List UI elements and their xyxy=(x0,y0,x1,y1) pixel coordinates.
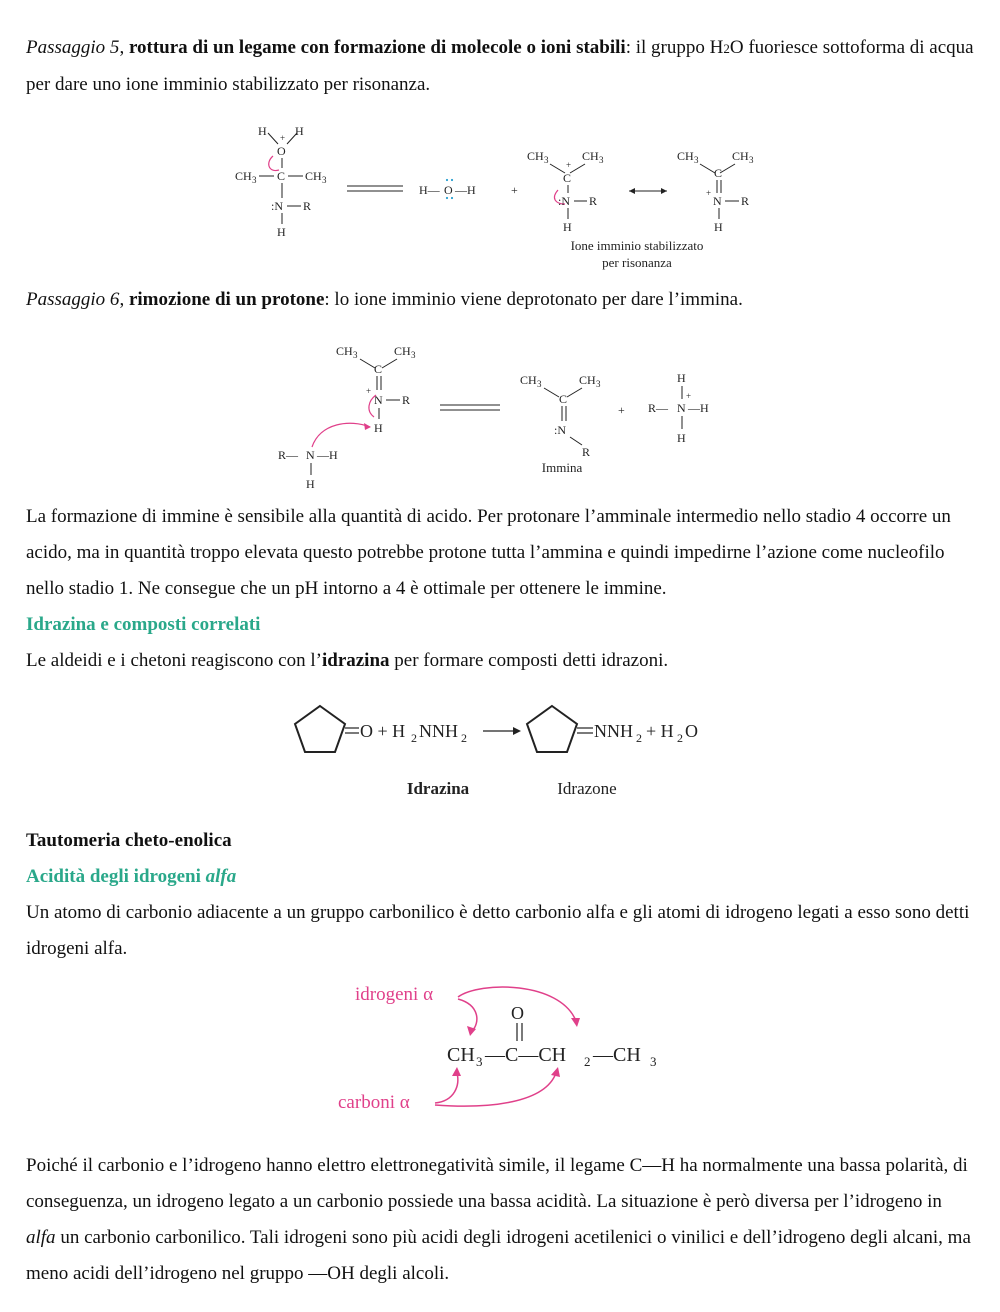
svg-text:H: H xyxy=(677,431,686,445)
svg-text:H: H xyxy=(277,225,286,239)
svg-text:—H: —H xyxy=(455,183,476,197)
step5-text-a: : il gruppo H xyxy=(625,37,724,58)
svg-text:CH: CH xyxy=(677,149,694,163)
svg-text:+: + xyxy=(366,386,372,396)
step5-label: Passaggio 5 xyxy=(26,37,120,58)
svg-text:+: + xyxy=(686,391,692,401)
svg-text:3: 3 xyxy=(544,155,549,165)
svg-text:NNH: NNH xyxy=(419,721,458,741)
svg-text:O: O xyxy=(444,183,453,197)
svg-text:+: + xyxy=(618,403,625,417)
step5-title: rottura di un legame con formazione di molecole o ioni stabili xyxy=(128,37,626,58)
svg-text:+: + xyxy=(566,160,572,170)
svg-text:—C—CH: —C—CH xyxy=(485,1044,567,1066)
svg-text::N: :N xyxy=(558,194,570,208)
svg-text:CH: CH xyxy=(235,169,252,183)
heading-idrazina: Idrazina e composti correlati xyxy=(26,614,261,635)
svg-text:O + H: O + H xyxy=(360,721,406,741)
svg-text:2: 2 xyxy=(411,731,417,745)
hydrazone-reaction-figure xyxy=(285,700,725,805)
step6-text: : lo ione imminio viene deprotonato per dare l’immina. xyxy=(324,289,743,310)
alpha-paragraph: Un atomo di carbonio adiacente a un gruppo carbonilico è detto carbonio alfa e gli atomi di idrogeno legati a esso sono detti idrogeni alfa. xyxy=(26,902,970,959)
svg-text:H: H xyxy=(563,220,572,234)
final-paragraph xyxy=(26,1148,976,1292)
svg-text:R: R xyxy=(582,445,591,459)
svg-text:3: 3 xyxy=(411,350,416,360)
svg-text:H: H xyxy=(306,477,315,491)
step6-label: Passaggio 6 xyxy=(26,289,120,310)
svg-text:R: R xyxy=(741,194,750,208)
idrazina-paragraph xyxy=(26,643,976,679)
svg-text:CH: CH xyxy=(520,373,537,387)
acidita-text: Acidità degli idrogeni xyxy=(26,866,206,887)
svg-text:H: H xyxy=(677,371,686,385)
svg-text:2: 2 xyxy=(636,731,642,745)
svg-text:R—: R— xyxy=(648,401,669,415)
fig3-label-idrazina: Idrazina xyxy=(406,779,470,798)
svg-text:R: R xyxy=(589,194,598,208)
svg-text:3: 3 xyxy=(650,1054,657,1069)
svg-text:—H: —H xyxy=(688,401,709,415)
svg-text:3: 3 xyxy=(322,175,327,185)
svg-text:CH: CH xyxy=(527,149,544,163)
svg-text:CH: CH xyxy=(394,344,411,358)
svg-text:3: 3 xyxy=(749,155,754,165)
svg-text:H: H xyxy=(374,421,383,435)
svg-text:C: C xyxy=(714,166,723,180)
svg-text:R: R xyxy=(303,199,312,213)
step5-sub: 2 xyxy=(723,41,730,56)
idrazina-bold: idrazina xyxy=(321,650,390,671)
heading-acidita-alfa xyxy=(26,859,976,895)
step5-paragraph xyxy=(26,30,976,103)
svg-text:+ H: + H xyxy=(646,721,674,741)
svg-text:3: 3 xyxy=(353,350,358,360)
fig1-caption-line1: Ione imminio stabilizzato xyxy=(570,238,704,253)
heading-tautomeria: Tautomeria cheto-enolica xyxy=(26,830,232,851)
final-text-b: un carbonio carbonilico. Tali idrogeni sono più acidi degli idrogeni acetilenici o vinilici e dell’idrogeno degli alcani, ma meno acidi dell’idrogeno nel gruppo —OH degli alcoli. xyxy=(26,1227,971,1284)
svg-text:3: 3 xyxy=(694,155,699,165)
svg-text:O: O xyxy=(277,144,286,158)
svg-text:CH: CH xyxy=(732,149,749,163)
svg-text:+: + xyxy=(280,133,286,143)
svg-text:2: 2 xyxy=(677,731,683,745)
svg-text:H: H xyxy=(295,124,304,138)
svg-text:C: C xyxy=(277,169,286,183)
alpha-hydrogens-figure xyxy=(330,975,680,1120)
svg-text:3: 3 xyxy=(476,1054,483,1069)
step5-sep: , xyxy=(119,37,129,58)
svg-text:C: C xyxy=(563,171,572,185)
svg-text:3: 3 xyxy=(596,379,601,389)
step6-title: rimozione di un protone xyxy=(128,289,325,310)
fig2-caption: Immina xyxy=(541,460,583,475)
svg-text:N: N xyxy=(713,194,722,208)
svg-text:2: 2 xyxy=(584,1054,591,1069)
svg-text:N: N xyxy=(306,448,315,462)
step6-sep: , xyxy=(119,289,129,310)
svg-text:—H: —H xyxy=(317,448,338,462)
fig3-label-idrazone: Idrazone xyxy=(557,779,617,798)
step6-paragraph xyxy=(26,282,976,318)
svg-text:H: H xyxy=(714,220,723,234)
step5-mechanism-figure xyxy=(225,118,785,278)
svg-text:CH: CH xyxy=(579,373,596,387)
step6-mechanism-figure xyxy=(270,335,740,495)
svg-text:H—: H— xyxy=(419,183,440,197)
svg-text:CH: CH xyxy=(447,1044,475,1066)
fig1-caption-line2: per risonanza xyxy=(602,255,672,270)
svg-text:H: H xyxy=(258,124,267,138)
idrazina-text-b: per formare composti detti idrazoni. xyxy=(389,650,669,671)
fig4-label-idrogeni: idrogeni α xyxy=(355,984,434,1005)
svg-text:R: R xyxy=(402,393,411,407)
svg-text:N: N xyxy=(374,393,383,407)
idrazina-text-a: Le aldeidi e i chetoni reagiscono con l’ xyxy=(26,650,322,671)
svg-text:3: 3 xyxy=(599,155,604,165)
svg-text:C: C xyxy=(559,392,568,406)
svg-text:N: N xyxy=(677,401,686,415)
svg-text:+: + xyxy=(706,188,712,198)
svg-text:3: 3 xyxy=(537,379,542,389)
acidita-em: alfa xyxy=(205,866,237,887)
fig4-label-carboni: carboni α xyxy=(338,1092,410,1113)
svg-text:R—: R— xyxy=(278,448,299,462)
svg-text:C: C xyxy=(374,362,383,376)
svg-text:—CH: —CH xyxy=(593,1044,641,1066)
svg-text:O: O xyxy=(685,721,698,741)
svg-text::N: :N xyxy=(271,199,283,213)
final-em: alfa xyxy=(26,1227,56,1248)
svg-text:CH: CH xyxy=(336,344,353,358)
svg-text:+: + xyxy=(511,183,518,197)
svg-text:O: O xyxy=(511,1003,524,1023)
acid-paragraph: La formazione di immine è sensibile alla quantità di acido. Per protonare l’amminale intermedio nello stadio 4 occorre un acido, ma in quantità troppo elevata questo potrebbe protone tutta l’ammina e quindi impedirne l’azione come nucleofilo nello stadio 1. Ne consegue che un pH intorno a 4 è ottimale per ottenere le immine. xyxy=(26,506,951,599)
svg-text::N: :N xyxy=(554,423,566,437)
final-text-a: Poiché il carbonio e l’idrogeno hanno elettro elettronegatività simile, il legame C—H ha normalmente una bassa polarità, di conseguenza, un idrogeno legato a un carbonio possiede una bassa acidità. La situazione è però diversa per l’idrogeno in xyxy=(26,1155,968,1212)
svg-text:3: 3 xyxy=(252,175,257,185)
svg-text:2: 2 xyxy=(461,731,467,745)
svg-text:CH: CH xyxy=(582,149,599,163)
svg-text:NNH: NNH xyxy=(594,721,633,741)
step5-text-b: O fuoriesce sottoforma di acqua per dare uno ione imminio stabilizzato per risonanza. xyxy=(26,37,974,95)
svg-text:CH: CH xyxy=(305,169,322,183)
